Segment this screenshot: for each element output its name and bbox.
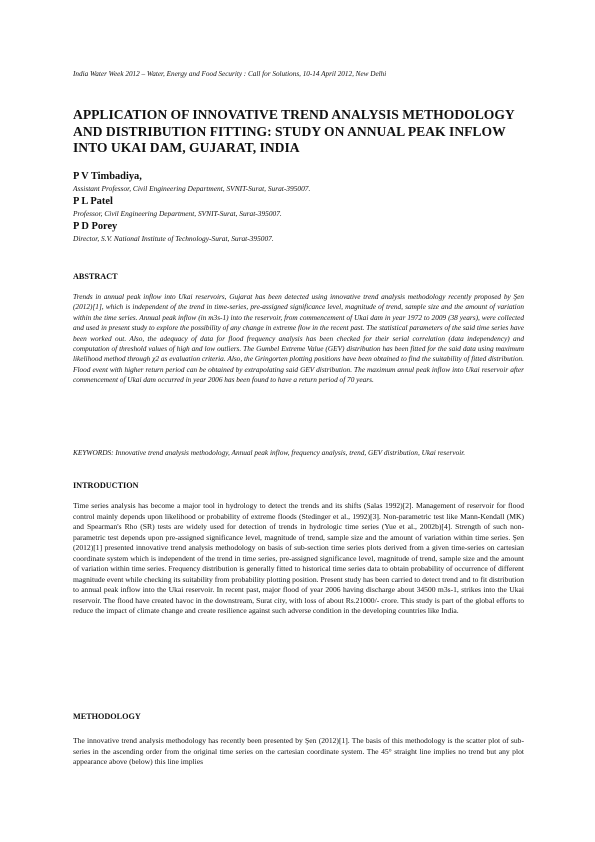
running-head: India Water Week 2012 – Water, Energy and Food Security : Call for Solutions, 10-14 April 2012, New Delhi: [73, 70, 387, 78]
author-affiliation: Assistant Professor, Civil Engineering Department, SVNIT-Surat, Surat-395007.: [73, 184, 311, 193]
author-affiliation: Director, S.V. National Institute of Technology-Surat, Surat-395007.: [73, 234, 274, 243]
introduction-heading: INTRODUCTION: [73, 481, 139, 490]
author-name: P V Timbadiya,: [73, 171, 142, 182]
author-list: [73, 170, 533, 245]
keywords-label: KEYWORDS:: [73, 448, 114, 457]
methodology-text: The innovative trend analysis methodology has recently been presented by Şen (2012)[1]. The basis of this methodology is the scatter plot of sub-series in the ascending order from the original time series on the cartesian coordinate system. The 45° straight line implies no trend but any plot appearance above (below) this line implies: [73, 736, 524, 766]
paper-title: APPLICATION OF INNOVATIVE TREND ANALYSIS METHODOLOGY AND DISTRIBUTION FITTING: STUDY ON ANNUAL PEAK INFLOW INTO UKAI DAM, GUJARAT, INDIA: [73, 107, 515, 155]
introduction-text: Time series analysis has become a major tool in hydrology to detect the trends and its shifts (Salas 1992)[2]. Management of reservoir for flood control mainly depends upon likelihood or probability of extreme floods (Stedinger et al., 1992)[3]. Non-parametric test like Mann-Kendall (MK) and Spearman's Rho (SR) tests are widely used for detection of trends in hydrologic time series (Yue et al., 2002b)[4]. Strength of such non-parametric test depends upon pre-assigned significance level, magnitude of trend, sample size and the amount of variation within time series. Şen (2012)[1] presented innovative trend analysis methodology on basis of sub-section time series plots derived from a given time-series on cartesian coordinate system which is independent of the trend in time series, pre-assigned significance level, magnitude of trend, sample size and the amount of variation within time series. Frequency distribution is generally fitted to historical time series data to obtain probability of occurrence of different magnitude event while checking its suitability from probability plotting position. Present study has been carried to detect trend and to fit distribution to annual peak inflow into the Ukai reservoir. In recent past, major flood of year 2006 having discharge about 34500 m3s-1, strikes into the Ukai reservoir. The flood have created havoc in the downstream, Surat city, with loss of about Rs.21000/- crore. This study is part of the global efforts to reduce the impact of climate change and create resilience against such adverse condition in the developing countries like India.: [73, 501, 524, 615]
author-name: P D Porey: [73, 221, 118, 232]
methodology-heading: METHODOLOGY: [73, 712, 141, 721]
author-affiliation: Professor, Civil Engineering Department, SVNIT-Surat, Surat-395007.: [73, 209, 282, 218]
abstract-text: Trends in annual peak inflow into Ukai reservoirs, Gujarat has been detected using innovative trend analysis methodology recently proposed by Şen (2012)[1], which is independent of the trend in time-series, pre-assigned significance level, magnitude of trend, sample size and the amount of variation within the time series. Annual peak inflow (in m3s-1) into the reservoir, from commencement of Ukai dam in year 1972 to 2009 (38 years), were collected and used in present study to explore the possibility of any change in extreme flow in the recent past. The statistical parameters of the said time series have been worked out. Also, the adequacy of data for flood frequency analysis has been checked for their serial correlation (data independency) and computation of threshold values of high and low outliers. The Gumbel Extreme Value (GEV) distribution has been fitted for the said data using maximum likelihood method through χ2 as evaluation criteria. Also, the Gringorten plotting positions have been obtained to find the suitability of fitted distribution. Flood event with higher return period can be obtained by extrapolating said GEV distribution. The maximum annul peak inflow into Ukai reservoir after commencement of Ukai dam occurred in year 2006 has been found to have a return period of 70 years.: [73, 292, 524, 385]
keywords: [73, 448, 524, 458]
author-name: P L Patel: [73, 196, 113, 207]
keywords-text: Innovative trend analysis methodology, Annual peak inflow, frequency analysis, trend, GEV distribution, Ukai reservoir.: [115, 448, 466, 457]
abstract-heading: ABSTRACT: [73, 272, 118, 281]
